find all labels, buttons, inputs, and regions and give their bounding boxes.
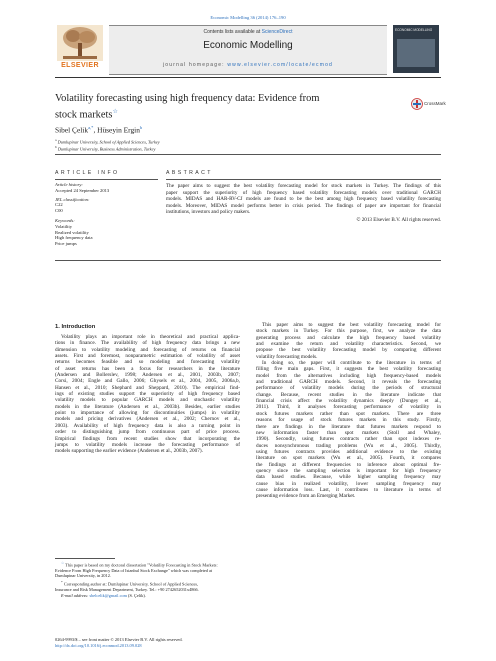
body-line: the findings at different frequencies to inference about optimal fre- [256,461,441,468]
abstract-rule [166,179,441,180]
footnotes [55,561,240,598]
body-line: Corsi, 2004; Engle and Gallo, 2006; Ghysels et al., 2004, 2005, 2006a,b, [55,378,240,385]
article-title [55,93,405,121]
journal-name: Economic Modelling [203,40,293,51]
body-line: quency since the sampling selection is important for high frequency [256,467,441,474]
footnote-corr-line-2: Insurance and Risk Management Department, Turkey. Tel.: +90 2742652031x4866. [55,587,199,593]
affiliation-a-sup: a [55,138,57,142]
homepage-line [109,62,387,68]
header-separator [55,154,441,155]
body-line: jumps to volatility models increase the forecasting performance of [55,441,240,448]
body-line: stock futures markets rather than spot markets. There are three [256,410,441,417]
footnote-star-line-2: Evidence From High Frequency Data of Istanbul Stock Exchange" which was completed at [55,567,213,573]
contents-prefix: Contents lists available at [203,29,262,35]
body-line: order to distinguishing jump from continuous part of price process. [55,429,240,436]
bottom-info [55,637,355,648]
author-1[interactable]: Sibel Çelik [55,125,89,135]
section-heading: 1. Introduction [55,324,96,330]
right-column [256,322,441,500]
crossmark-badge[interactable] [411,95,446,119]
body-line: and examine the return and volatility characteristics. Second, we [256,341,441,348]
body-line: Hansen et al., 2010; Shephard and Sheppard, 2010). The empirical find- [55,384,240,391]
title-line-2 [55,106,405,122]
abstract-heading: ABSTRACT [166,170,213,176]
body-line: presenting evidence from an Emerging Market. [256,493,356,500]
issn-line: 0264-9993/$ – see front matter © 2013 Elsevier B.V. All rights reserved. [55,637,183,642]
authors [55,123,142,134]
footnote-star-text: This paper is based on my doctoral dissertation "Volatility Forecasting in Stock Markets: [64,562,218,568]
article-info [55,182,158,247]
affiliation-a-text: Dumlupinar University, School of Applied Sciences, Turkey [57,139,160,145]
footnote-rule [55,558,115,559]
body-line: literature on spot markets (Wu et al., 2005). Fourth, it compares [256,455,441,462]
contents-line [109,29,387,35]
body-line: propose the best volatility forecasting model by comparing different [256,347,441,354]
body-line: dimension to volatility modeling and forecasting of returns on financial [55,346,240,353]
jel-code-1: C22 [55,202,63,208]
body-line: models and pricing derivatives (Andersen et al., 2002; Chernov et al., [55,416,240,423]
body-line: Volatility plays an important role in theoretical and practical applica- [61,334,240,340]
title-line-2-text: stock markets [55,108,113,120]
footnote-corr-text: Corresponding author at: Dumlupinar University, School of Applied Sciences, [62,581,199,587]
sciencedirect-link[interactable]: ScienceDirect [261,29,293,35]
abstract-line: institutions, investors and policy makers. [166,209,251,216]
affiliation-b-text: Dumlupinar University, Business Administration, Turkey [57,146,156,152]
body-line: generating process and calculate the high frequency based volatility [256,334,441,341]
body-line: cause bias in realized volatility, lower sampling frequency may [256,480,441,487]
body-line: 1990). Secondly, using futures contracts rather than spot indexes re- [256,436,441,443]
banner-center [109,25,387,75]
body-line: (Andersen and Bollerslev, 1998; Andersen et al., 2001, 2003b, 2007; [55,372,240,379]
abstract-copyright: © 2013 Elsevier B.V. All rights reserved. [356,216,441,223]
affiliation-a [55,138,355,145]
body-line: assets. First and foremost, nonparametric estimation of volatility of asset [55,353,240,360]
jel-code-2: C00 [55,208,63,214]
body-line: using futures contracts provides additional evidence to the existing [256,448,441,455]
keyword: Realized volatility [55,229,89,235]
author-2[interactable]: Hüseyin Ergin [97,125,140,135]
abstract-line: The paper aims to suggest the best volatility forecasting model for stock markets in Turkey. The findings of this [166,183,441,189]
footnote-star [55,561,240,579]
cover-title: ECONOMIC MODELLING [395,28,433,32]
keyword: High frequency data [55,235,93,241]
article-info-rule [55,179,158,180]
homepage-prefix: journal homepage: [162,62,228,68]
article-info-heading: ARTICLE INFO [55,170,120,176]
banner-rule [55,77,441,78]
body-line: models in the literature (Andersen et al., 2003b). Besides, earlier studies [55,403,240,410]
homepage-link[interactable]: www.elsevier.com/locate/ecmod [227,62,334,68]
journal-cover [393,25,439,73]
body-line: duces nonsynchronous trading problems (Wu et al., 2005). Thirdly, [256,442,441,449]
author-separator: , [93,125,98,135]
affiliation-b [55,145,355,152]
publisher-name: ELSEVIER [61,62,99,69]
author-1-sup[interactable]: a,* [88,125,94,130]
body-line: financial crisis affect the volatility dynamics deeply (Dungey et al., [256,398,441,405]
body-line: ings of existing studies support the superiority of high frequency based [55,391,240,398]
body-line: 2003). Availability of high frequency data is also a turning point in [55,422,240,429]
body-line: there are findings in the literature that futures markets respond to [256,423,441,430]
footnote-corresponding [55,580,240,598]
jel-label: JEL classification: [55,196,90,202]
abstract-line: models. Moreover, MIDAS model performs better in crisis period. The findings of paper are important for financial [166,202,441,209]
body-line: point to importance of allowing for discontinuities (jumps) in volatility [55,410,240,417]
abstract-line: paper support the superiority of high frequency based volatility forecasting models over traditional GARCH [166,189,441,196]
body-line: change. Because, recent studies in the literature indicate that [256,391,441,398]
history-accepted: Accepted 24 September 2013 [55,187,110,193]
body-line: reasons for usage of stock futures markets in this study. Firstly, [256,417,441,424]
crossmark-label: CrossMark [424,101,446,106]
footnote-corr-line-1 [55,580,240,587]
body-line: filling five main gaps. First, it suggests the best volatility forecasting [256,366,441,373]
body-line: of asset returns has been a focus for researchers in the literature [55,365,240,372]
elsevier-logo [55,25,105,73]
body-line: and traditional GARCH models. Second, it reveals the forecasting [256,379,441,386]
body-line: In doing so, the paper will contribute to the literature in terms of [262,360,441,367]
abstract-line: models. MIDAS and HAR-RV-CJ models are found to be the best among high frequency based volatility forecasting [166,196,441,203]
email-suffix: (S. Çelik). [126,592,146,598]
elsevier-tree-icon [57,25,103,61]
author-2-sup[interactable]: b [139,125,143,130]
keywords-label: Keywords: [55,217,75,223]
body-line: volatility forecasting models. [256,353,318,360]
abstract-bottom-rule [55,260,441,261]
email-link[interactable]: sbelcelik@gmail.com [89,592,127,598]
body-line: This paper aims to suggest the best volatility forecasting model for [262,322,441,328]
crossmark-icon [411,98,423,110]
cover-art [397,39,435,67]
body-line: Empirical findings from recent studies show that incorporating the [55,435,240,442]
email-label: E-mail address: [61,592,90,598]
keyword: Price jumps [55,241,77,247]
title-footnote-star[interactable]: ☆ [112,108,118,115]
body-line: data based studies. Because, while higher sampling frequency may [256,474,441,481]
footnote-star-line-1 [55,561,240,568]
doi-link[interactable]: http://dx.doi.org/10.1016/j.econmod.2013.09.028 [55,642,142,648]
footnote-email-line [55,593,240,599]
footnote-corr-marker: * [61,580,63,585]
body-line: model from the alternatives including high frequency-based models [256,372,441,379]
body-line: models supporting the earlier evidence (Andersen et al., 2003b, 2007). [55,448,203,455]
body-line: tions in finance. The availability of high frequency data brings a new [55,340,240,347]
history-label: Article history: [55,182,83,187]
body-line: volatility models to popular GARCH models and stochastic volatility [55,397,240,404]
body-line: new information faster than spot markets (Stoll and Whaley, [256,429,441,436]
body-line: performance of volatility models during the periods of structural [256,385,441,392]
footnote-star-line-3: Dumlupinar University, in 2012. [55,573,111,579]
left-column [55,334,240,455]
footnote-star-marker: ☆ [61,561,65,565]
journal-banner [55,25,441,74]
body-line: cause information loss. Last, it contributes to literature in terms of [256,486,441,493]
abstract-body [166,183,441,223]
affiliation-b-sup: b [55,144,57,149]
body-line: returns becomes feasible and so modeling and forecasting volatility [55,359,240,366]
journal-reference[interactable]: Economic Modelling 36 (2014) 176–190 [210,15,286,20]
affiliations [55,138,355,152]
body-line: 2011). Third, it analyses forecasting performance of volatility in [256,404,441,411]
keyword: Volatility [55,223,73,229]
body-line: stock markets in Turkey. For this purpose, first, we analyze the data [256,328,441,335]
title-line-1: Volatility forecasting using high frequency data: Evidence from [55,93,320,104]
